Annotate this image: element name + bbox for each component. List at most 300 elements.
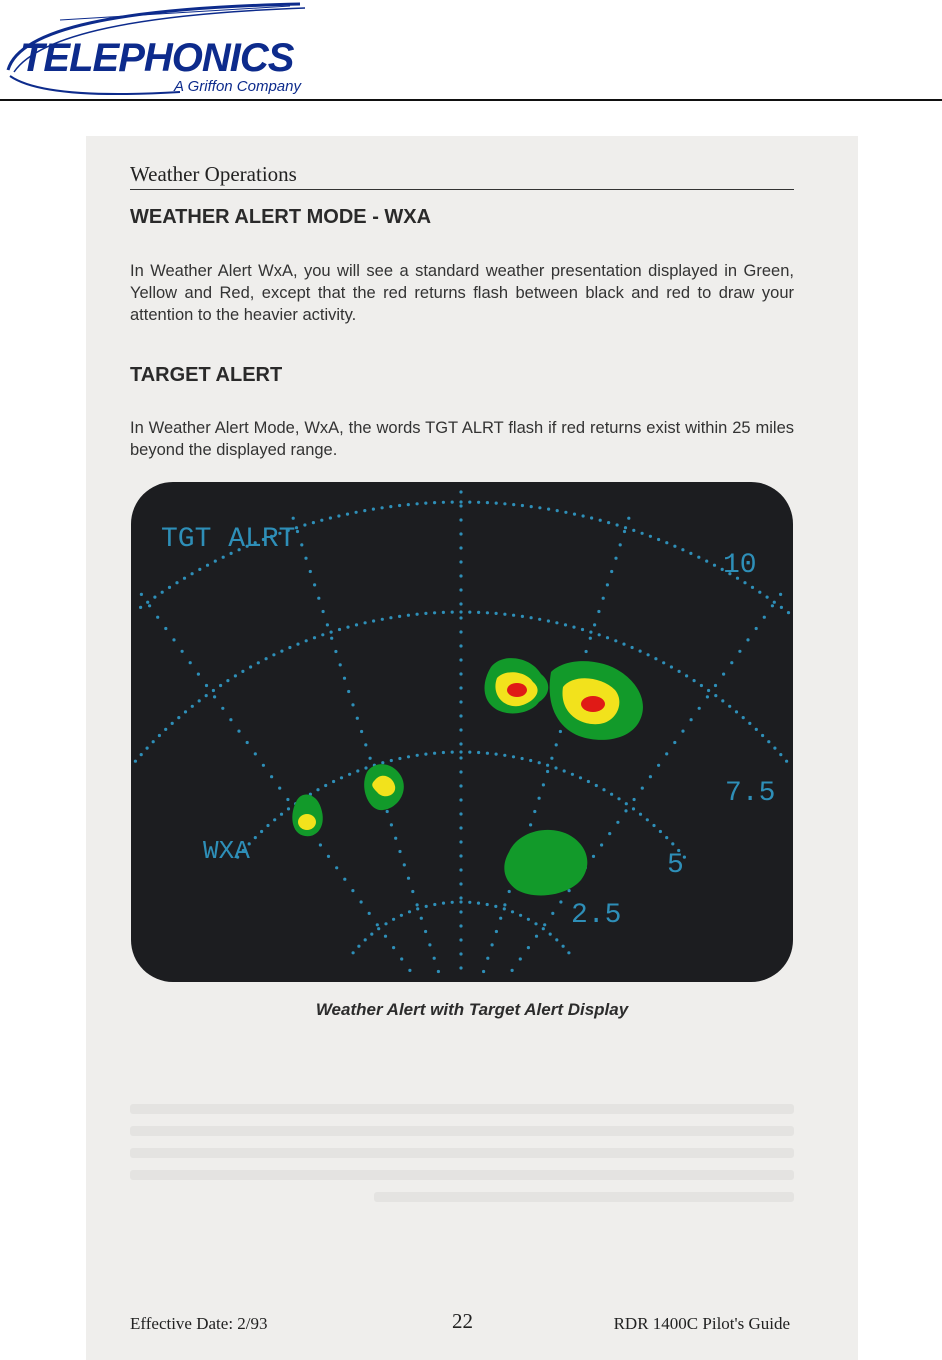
range-dot (198, 568, 201, 571)
range-dot (191, 572, 194, 575)
range-dot (403, 863, 406, 866)
range-dot (511, 969, 514, 972)
range-dot (670, 665, 673, 668)
range-dot (286, 798, 289, 801)
range-dot (390, 759, 393, 762)
range-dot (559, 730, 562, 733)
range-dot (146, 747, 149, 750)
range-dot (320, 519, 323, 522)
range-dot (549, 933, 552, 936)
range-dot (559, 900, 562, 903)
range-dot (459, 644, 462, 647)
range-dot (392, 946, 395, 949)
range-dot (555, 938, 558, 941)
range-dot (607, 521, 610, 524)
range-dot (735, 710, 738, 713)
range-dot (639, 650, 642, 653)
range-dot (400, 957, 403, 960)
range-dot (614, 639, 617, 642)
range-dot (237, 730, 240, 733)
range-dot (416, 903, 419, 906)
range-dot (519, 914, 522, 917)
range-dot (177, 716, 180, 719)
range-dot (690, 718, 693, 721)
range-dot (339, 663, 342, 666)
range-dot (459, 532, 462, 535)
range-dot (459, 560, 462, 563)
faded-text-line (130, 1126, 794, 1136)
range-dot (254, 836, 257, 839)
range-dot (398, 757, 401, 760)
range-dot (564, 623, 567, 626)
range-dot (530, 616, 533, 619)
range-dot (386, 810, 389, 813)
range-dot (459, 910, 462, 913)
range-dot (407, 755, 410, 758)
range-dot (581, 628, 584, 631)
range-dot (407, 503, 410, 506)
range-dot (364, 766, 367, 769)
range-dot (697, 556, 700, 559)
range-dot (512, 755, 515, 758)
range-dot (313, 583, 316, 586)
range-dot (554, 766, 557, 769)
range-dot (646, 818, 649, 821)
range-dot (707, 689, 710, 692)
range-dot (222, 556, 225, 559)
range-dot (459, 868, 462, 871)
storm-cell-large-left (485, 658, 549, 713)
range-dot (608, 832, 611, 835)
range-dot (158, 734, 161, 737)
range-dot (555, 743, 558, 746)
range-dot (424, 612, 427, 615)
range-dot (152, 740, 155, 743)
range-dot (714, 694, 717, 697)
range-dot (589, 631, 592, 634)
range-dot (542, 927, 545, 930)
range-dot (241, 670, 244, 673)
range-dot (254, 752, 257, 755)
range-dot (390, 823, 393, 826)
range-dot (705, 560, 708, 563)
range-dot (363, 509, 366, 512)
range-dot (424, 930, 427, 933)
range-dot (459, 840, 462, 843)
range-dot (372, 508, 375, 511)
range-dot (260, 830, 263, 833)
range-dot (459, 518, 462, 521)
range-dot (527, 918, 530, 921)
range-dot (459, 750, 462, 753)
range-dot (632, 529, 635, 532)
range-dot (689, 552, 692, 555)
range-dot (287, 807, 290, 810)
range-dot (257, 661, 260, 664)
range-dot (562, 945, 565, 948)
section-title-target-alert: TARGET ALERT (130, 364, 283, 386)
range-dot (659, 830, 662, 833)
range-dot (767, 740, 770, 743)
range-dot (602, 597, 605, 600)
range-dot (743, 581, 746, 584)
range-dot (327, 855, 330, 858)
range-dot (442, 611, 445, 614)
range-dot (442, 902, 445, 905)
range-dot (346, 513, 349, 516)
range-dot (755, 728, 758, 731)
range-dot (521, 504, 524, 507)
range-dot (503, 613, 506, 616)
range-dot (146, 601, 149, 604)
range-dot (550, 757, 553, 760)
range-dot (587, 780, 590, 783)
range-dot (459, 854, 462, 857)
range-dot (459, 938, 462, 941)
range-dot (384, 935, 387, 938)
range-dot (459, 714, 462, 717)
range-dot (459, 770, 462, 773)
range-dot (292, 517, 295, 520)
range-dot (459, 896, 462, 899)
range-dot (495, 612, 498, 615)
range-dot (627, 517, 630, 520)
range-dot (535, 935, 538, 938)
range-dot (625, 802, 628, 805)
range-dot (280, 650, 283, 653)
range-dot (755, 627, 758, 630)
range-dot (400, 914, 403, 917)
range-dot (459, 756, 462, 759)
range-dot (234, 674, 237, 677)
range-dot (700, 684, 703, 687)
range-dot (706, 695, 709, 698)
range-dot (407, 614, 410, 617)
range-dot (219, 684, 222, 687)
range-dot (246, 741, 249, 744)
range-dot (335, 866, 338, 869)
range-dot (433, 957, 436, 960)
range-dot (459, 490, 462, 493)
range-dot (592, 855, 595, 858)
range-dot (229, 718, 232, 721)
range-dot (593, 623, 596, 626)
range-dot (384, 922, 387, 925)
range-dot (521, 757, 524, 760)
range-dot (773, 747, 776, 750)
range-dot (567, 951, 570, 954)
range-dot (602, 788, 605, 791)
range-dot (641, 532, 644, 535)
range-dot (624, 526, 627, 529)
range-dot (721, 699, 724, 702)
range-dot (324, 784, 327, 787)
range-dot (398, 615, 401, 618)
range-dot (785, 760, 788, 763)
range-dot (534, 922, 537, 925)
range-dot (424, 753, 427, 756)
range-dot (598, 633, 601, 636)
range-dot (599, 519, 602, 522)
range-dot (370, 933, 373, 936)
range-dot (407, 877, 410, 880)
range-dot (698, 707, 701, 710)
range-dot (172, 638, 175, 641)
range-dot (205, 684, 208, 687)
range-dot (606, 636, 609, 639)
range-dot (139, 606, 142, 609)
range-dot (763, 616, 766, 619)
range-dot (538, 761, 541, 764)
range-dot (508, 890, 511, 893)
range-dot (633, 798, 636, 801)
range-dot (555, 621, 558, 624)
range-dot (337, 514, 340, 517)
range-dot (459, 588, 462, 591)
range-dot (351, 703, 354, 706)
range-dot (639, 813, 642, 816)
range-dot (641, 787, 644, 790)
range-dot (206, 564, 209, 567)
tgt-alert-label: TGT ALRT (161, 524, 296, 555)
range-dot (408, 969, 411, 972)
range-dot (512, 503, 515, 506)
range-dot (563, 769, 566, 772)
range-dot (779, 593, 782, 596)
range-dot (433, 903, 436, 906)
range-dot (313, 636, 316, 639)
range-dot (459, 900, 462, 903)
range-dot (262, 764, 265, 767)
range-dot (600, 843, 603, 846)
range-dot (654, 657, 657, 660)
range-dot (411, 890, 414, 893)
range-dot (183, 577, 186, 580)
range-dot (433, 752, 436, 755)
range-dot (766, 596, 769, 599)
range-dot (148, 604, 151, 607)
range-dot (140, 593, 143, 596)
range-dot (746, 638, 749, 641)
range-dot (468, 901, 471, 904)
range-dot (671, 842, 674, 845)
range-dot (486, 957, 489, 960)
range-dot (459, 602, 462, 605)
range-dot (738, 650, 741, 653)
range-dot (161, 591, 164, 594)
range-dot (571, 773, 574, 776)
range-dot (340, 776, 343, 779)
range-dot (665, 836, 668, 839)
range-dot (168, 586, 171, 589)
range-dot (153, 596, 156, 599)
range-dot (416, 754, 419, 757)
range-dot (164, 627, 167, 630)
range-dot (369, 757, 372, 760)
range-dot (355, 511, 358, 514)
range-dot (779, 753, 782, 756)
range-label-5: 5 (667, 850, 684, 881)
range-dot (164, 728, 167, 731)
range-dot (312, 521, 315, 524)
range-dot (343, 677, 346, 680)
range-dot (477, 611, 480, 614)
range-dot (623, 530, 626, 533)
range-dot (673, 741, 676, 744)
range-dot (368, 912, 371, 915)
range-dot (280, 813, 283, 816)
range-dot (556, 509, 559, 512)
range-dot (408, 910, 411, 913)
range-dot (205, 694, 208, 697)
range-dot (398, 850, 401, 853)
range-dot (459, 742, 462, 745)
range-dot (459, 546, 462, 549)
range-dot (214, 560, 217, 563)
footer-effective-date: Effective Date: 2/93 (130, 1314, 268, 1333)
range-dot (657, 764, 660, 767)
range-dot (322, 610, 325, 613)
range-dot (189, 661, 192, 664)
range-dot (459, 966, 462, 969)
range-dot (582, 514, 585, 517)
range-dot (360, 730, 363, 733)
footer-page-number: 22 (452, 1309, 473, 1333)
range-dot (392, 918, 395, 921)
range-dot (624, 809, 627, 812)
range-dot (303, 523, 306, 526)
range-dot (459, 924, 462, 927)
range-dot (491, 943, 494, 946)
faded-text-line (130, 1170, 794, 1180)
range-dot (538, 506, 541, 509)
range-dot (546, 764, 549, 767)
range-dot (748, 722, 751, 725)
range-dot (543, 923, 546, 926)
range-dot (394, 837, 397, 840)
range-dot (416, 907, 419, 910)
range-dot (300, 543, 303, 546)
range-dot (351, 889, 354, 892)
range-dot (632, 807, 635, 810)
range-dot (649, 535, 652, 538)
range-dot (486, 752, 489, 755)
range-dot (424, 502, 427, 505)
range-dot (468, 751, 471, 754)
range-dot (212, 689, 215, 692)
range-dot (619, 543, 622, 546)
range-dot (296, 643, 299, 646)
range-dot (564, 511, 567, 514)
range-dot (319, 843, 322, 846)
range-dot (494, 905, 497, 908)
range-dot (477, 902, 480, 905)
range-dot (356, 769, 359, 772)
range-dot (761, 734, 764, 737)
range-dot (459, 728, 462, 731)
range-dot (265, 657, 268, 660)
range-rings (134, 490, 790, 973)
range-dot (579, 776, 582, 779)
range-dot (527, 946, 530, 949)
range-dot (468, 501, 471, 504)
range-dot (546, 770, 549, 773)
radar-screen (131, 482, 793, 982)
range-dot (451, 611, 454, 614)
range-dot (616, 523, 619, 526)
range-dot (681, 730, 684, 733)
range-dot (459, 504, 462, 507)
logo-tagline: A Griffon Company (174, 78, 301, 95)
range-dot (595, 784, 598, 787)
range-dot (742, 716, 745, 719)
range-dot (330, 637, 333, 640)
faded-text-line (130, 1148, 794, 1158)
range-dot (184, 710, 187, 713)
range-dot (425, 905, 428, 908)
range-dot (511, 910, 514, 913)
mode-label: WXA (203, 836, 250, 866)
range-dot (416, 502, 419, 505)
range-dot (348, 773, 351, 776)
range-dot (722, 673, 725, 676)
range-dot (758, 591, 761, 594)
range-dot (486, 501, 489, 504)
range-dot (459, 672, 462, 675)
range-dot (477, 751, 480, 754)
range-dot (714, 684, 717, 687)
storm-cell-small (292, 794, 322, 836)
range-dot (357, 945, 360, 948)
range-dot (416, 613, 419, 616)
range-dot (389, 505, 392, 508)
range-dot (181, 650, 184, 653)
range-dot (317, 597, 320, 600)
range-dot (360, 900, 363, 903)
range-dot (529, 759, 532, 762)
range-dot (309, 570, 312, 573)
range-dot (665, 541, 668, 544)
range-dot (573, 513, 576, 516)
range-dot (376, 923, 379, 926)
range-dot (338, 628, 341, 631)
header-divider (0, 99, 942, 101)
range-dot (673, 545, 676, 548)
range-dot (685, 674, 688, 677)
range-dot (538, 618, 541, 621)
range-dot (213, 695, 216, 698)
range-dot (451, 501, 454, 504)
range-dot (610, 570, 613, 573)
range-dot (649, 775, 652, 778)
range-dot (381, 506, 384, 509)
range-dot (437, 970, 440, 973)
logo-wordmark: TELEPHONICS (20, 36, 294, 80)
footer-guide-title: RDR 1400C Pilot's Guide (613, 1314, 790, 1333)
range-dot (459, 500, 462, 503)
range-dot (326, 623, 329, 626)
range-dot (547, 619, 550, 622)
range-dot (364, 938, 367, 941)
range-dot (551, 912, 554, 915)
range-dot (381, 761, 384, 764)
range-dot (433, 501, 436, 504)
page-header (0, 0, 942, 102)
range-dot (191, 705, 194, 708)
range-dot (521, 615, 524, 618)
range-dot (459, 658, 462, 661)
range-dot (459, 784, 462, 787)
